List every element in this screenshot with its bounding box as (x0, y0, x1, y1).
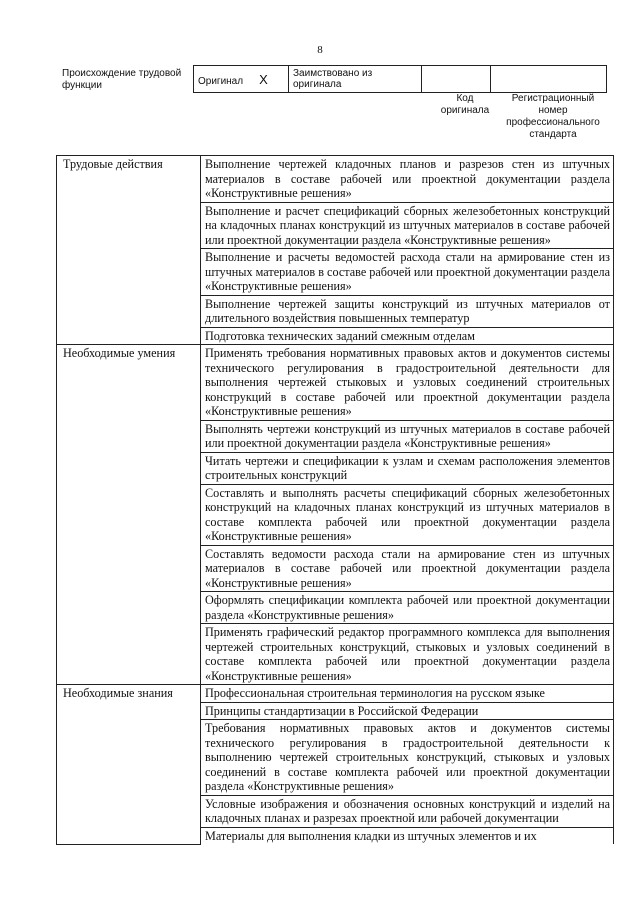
table-row: Выполнение чертежей кладочных планов и разрезов стен из штучных материалов в составе рабочей или проектной документации раздела «Конструктивные решения» (201, 156, 614, 203)
table-row: Подготовка технических заданий смежным отделам (201, 327, 614, 345)
borrowed-cell (289, 66, 422, 93)
table-row: Составлять ведомости расхода стали на армирование стен из штучных материалов в составе рабочей или проектной документации раздела «Конструктивные решения» (201, 545, 614, 592)
table-row: Выполнение и расчет спецификаций сборных железобетонных конструкций на кладочных планах конструкций из штучных материалов в составе рабочей или проектной документации раздела «Конструктивные решения» (201, 202, 614, 249)
original-mark: X (259, 71, 268, 87)
borrowed-label: Заимствовано из оригинала (293, 68, 373, 90)
table-row: Составлять и выполнять расчеты спецификаций сборных железобетонных конструкций на кладочных планах конструкций из штучных материалов в составе комплекта рабочей или проектной документации раздела «Конструктивные решения» (201, 484, 614, 545)
table-row: Применять требования нормативных правовых актов и документов системы технического регулирования в градостроительной деятельности для выполнения чертежей стыковых и узловых соединений строительных конструкций в составе рабочей или проектной документации раздела «Конструктивные решения» (201, 345, 614, 421)
code-caption: Код оригинала (440, 93, 490, 116)
section-title: Необходимые умения (57, 345, 201, 685)
reg-number-cell (491, 66, 607, 93)
page-number: 8 (317, 44, 323, 56)
table-row: Оформлять спецификации комплекта рабочей или проектной документации раздела «Конструктивные решения» (201, 592, 614, 624)
original-label: Оригинал (198, 75, 244, 87)
origin-label: Происхождение трудовой функции (62, 68, 182, 91)
origin-table (193, 65, 607, 93)
section-title: Необходимые знания (57, 685, 201, 845)
reg-number-caption: Регистрационный номер профессионального стандарта (506, 93, 600, 140)
labor-function-table (56, 155, 614, 845)
table-row: Выполнение чертежей защиты конструкций из штучных материалов от длительного воздействия повышенных температур (201, 295, 614, 327)
code-cell (422, 66, 491, 93)
original-cell (194, 66, 289, 93)
table-row: Читать чертежи и спецификации к узлам и схемам расположения элементов строительных конструкций (201, 452, 614, 484)
table-row: Выполнение и расчеты ведомостей расхода стали на армирование стен из штучных материалов в составе рабочей или проектной документации раздела «Конструктивные решения» (201, 249, 614, 296)
table-row: Применять графический редактор программного комплекса для выполнения чертежей строительных конструкций, стыковых и узловых соединений в составе комплекта рабочей или проектной документации раздела «Конструктивные решения» (201, 624, 614, 685)
table-row: Условные изображения и обозначения основных конструкций и изделий на кладочных планах и разрезах проектной или рабочей документации (201, 795, 614, 827)
table-row: Профессиональная строительная терминология на русском языке (201, 685, 614, 703)
table-row: Требования нормативных правовых актов и документов системы технического регулирования в градостроительной деятельности к выполнению чертежей строительных конструкций, стыковых и узловых соединений в составе комплекта рабочей или проектной документации раздела «Конструктивные решения» (201, 720, 614, 796)
table-row: Выполнять чертежи конструкций из штучных материалов в составе рабочей или проектной документации раздела «Конструктивные решения» (201, 420, 614, 452)
section-title: Трудовые действия (57, 156, 201, 345)
table-row: Принципы стандартизации в Российской Федерации (201, 702, 614, 720)
table-row: Материалы для выполнения кладки из штучных элементов и их (201, 827, 614, 844)
